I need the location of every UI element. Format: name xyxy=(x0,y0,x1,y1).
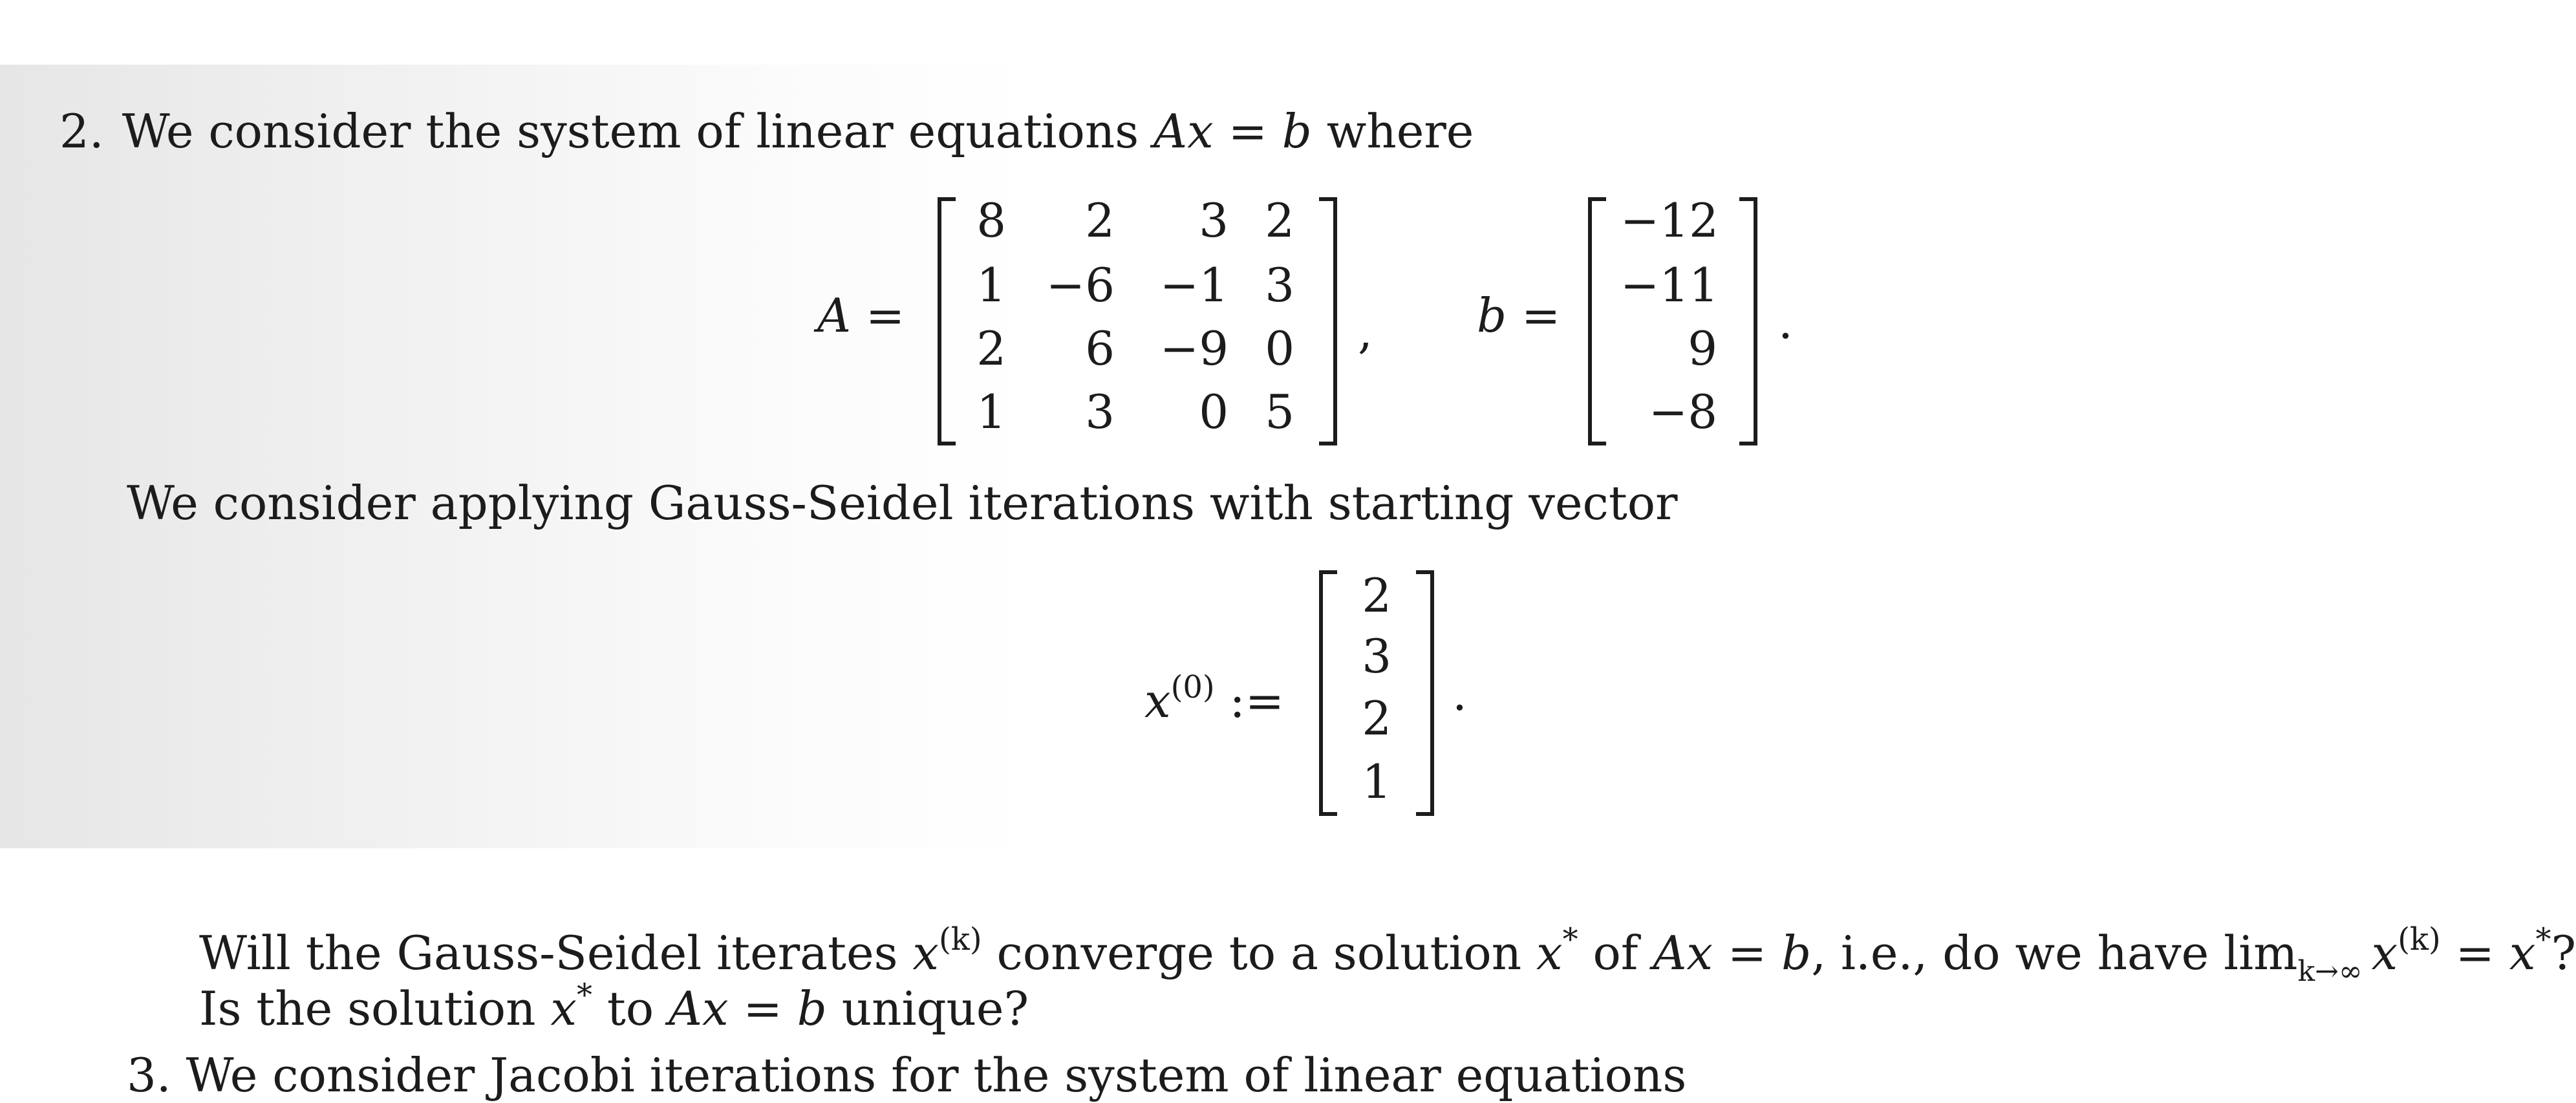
x0-assign: := xyxy=(1215,674,1284,728)
intro-where: where xyxy=(1312,104,1474,158)
vector-b-left-bracket xyxy=(1588,197,1606,445)
matrix-a-cell: 0 xyxy=(1132,384,1229,440)
matrix-a-cell: −6 xyxy=(1018,257,1115,313)
x0-period: . xyxy=(1452,666,1467,722)
q1-text-1: Will the Gauss-Seidel iterates xyxy=(199,926,912,980)
matrix-a-cell: 5 xyxy=(1197,384,1294,440)
q1-equation: Ax = b xyxy=(1653,926,1811,980)
vector-b-period: . xyxy=(1778,294,1793,350)
q1-xstar2: x xyxy=(2509,926,2536,980)
matrix-a-cell: 0 xyxy=(1197,321,1294,376)
q2-equation: Ax = b xyxy=(669,981,827,1036)
matrix-a-cell: −1 xyxy=(1132,257,1229,313)
vector-x0-cell: 1 xyxy=(1294,754,1391,809)
top-margin xyxy=(0,0,2412,65)
matrix-a-cell: 3 xyxy=(1132,193,1229,248)
question-line-2 xyxy=(199,967,1029,1036)
gauss-seidel-line: We consider applying Gauss-Seidel iterations with starting vector xyxy=(127,475,1678,531)
q1-lim-sub: k→∞ xyxy=(2297,955,2362,988)
q2-text-2: to xyxy=(592,981,669,1036)
q1-xk2: x xyxy=(2372,926,2398,980)
matrix-a-cell: 2 xyxy=(1018,193,1115,248)
x0-label xyxy=(1144,659,1284,729)
vector-b-cell: −8 xyxy=(1620,384,1717,440)
next-item-partial: 3. We consider Jacobi iterations for the system of linear equations xyxy=(127,1047,1686,1103)
q1-text-3: of xyxy=(1578,926,1653,980)
scan-shadow xyxy=(0,65,1035,848)
matrix-a-cell: 1 xyxy=(909,384,1006,440)
matrix-a-cell: 3 xyxy=(1197,257,1294,313)
matrix-a-cell: 6 xyxy=(1018,321,1115,376)
q2-text-3: unique? xyxy=(827,981,1029,1036)
matrix-comma: , xyxy=(1358,304,1373,359)
vector-b-cell: −11 xyxy=(1620,257,1717,313)
x0-sup: (0) xyxy=(1171,669,1215,705)
q1-xk2-sup: (k) xyxy=(2398,921,2441,958)
q2-xstar-sup: * xyxy=(577,977,592,1013)
problem-number: 2. xyxy=(59,104,104,158)
q1-text-6: ? xyxy=(2551,926,2576,980)
q2-xstar: x xyxy=(550,981,577,1036)
q1-xstar-sup: * xyxy=(1563,921,1578,958)
q1-xk: x xyxy=(912,926,939,980)
vector-b-cell: −12 xyxy=(1620,193,1717,248)
intro-text: We consider the system of linear equations xyxy=(122,104,1154,158)
q1-text-5: = xyxy=(2441,926,2509,980)
intro-equation: Ax = b xyxy=(1154,104,1312,158)
vector-x0-cell: 2 xyxy=(1294,691,1391,746)
matrix-a-cell: 3 xyxy=(1018,384,1115,440)
matrix-a-right-bracket xyxy=(1319,197,1337,445)
q1-xk-sup-text: (k) xyxy=(939,921,982,958)
vector-b-label: b = xyxy=(1477,288,1560,343)
vector-x0-cell: 3 xyxy=(1294,628,1391,684)
vector-b-right-bracket xyxy=(1739,197,1757,445)
x0-right-bracket xyxy=(1416,570,1434,816)
matrix-a-cell: 1 xyxy=(909,257,1006,313)
problem-intro xyxy=(59,103,1474,159)
q1-xk-sup xyxy=(939,921,982,958)
matrix-a-cell: 2 xyxy=(909,321,1006,376)
q1-xstar2-sup: * xyxy=(2536,921,2551,958)
matrix-a-label: A = xyxy=(817,288,905,343)
vector-x0-cell: 2 xyxy=(1294,568,1391,623)
vector-b-cell: 9 xyxy=(1620,321,1717,376)
q1-text-4: , i.e., do we have lim xyxy=(1811,926,2297,980)
x0-var: x xyxy=(1144,674,1171,728)
matrix-a-cell: −9 xyxy=(1132,321,1229,376)
q1-text-2: converge to a solution xyxy=(982,926,1536,980)
q1-xstar: x xyxy=(1536,926,1563,980)
matrix-a-cell: 2 xyxy=(1197,193,1294,248)
q2-text-1: Is the solution xyxy=(199,981,550,1036)
matrix-a-cell: 8 xyxy=(909,193,1006,248)
